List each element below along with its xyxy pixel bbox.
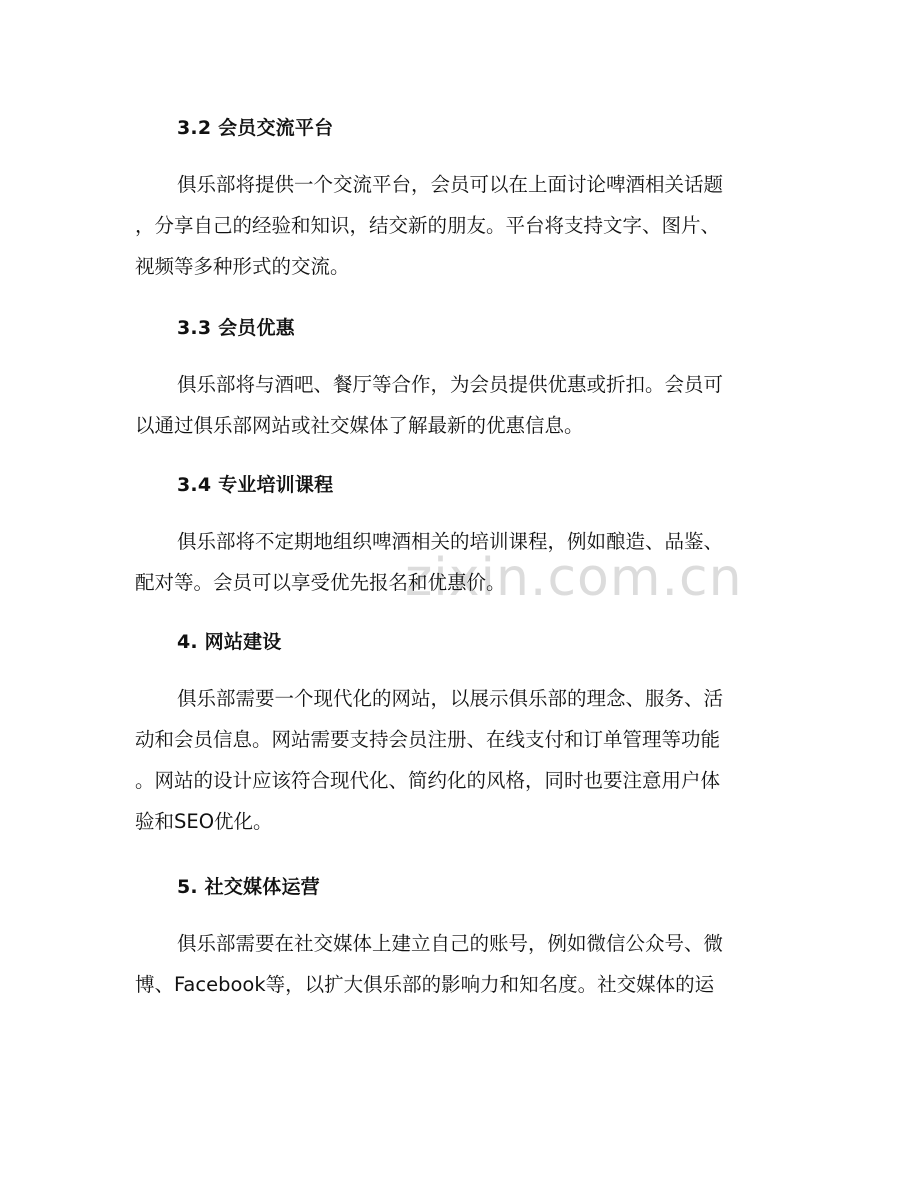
section-heading-3-3: 3.3 会员优惠 (177, 317, 295, 339)
section-heading-3-2: 3.2 会员交流平台 (177, 117, 334, 139)
paragraph-line: 验和SEO优化。 (135, 810, 273, 833)
paragraph-line: 俱乐部将与酒吧、餐厅等合作，为会员提供优惠或折扣。会员可 (177, 373, 724, 396)
paragraph-line: 俱乐部需要一个现代化的网站，以展示俱乐部的理念、服务、活 (177, 687, 724, 710)
section-paragraph-3-2 (135, 164, 775, 287)
paragraph-line: 博、Facebook等，以扩大俱乐部的影响力和知名度。社交媒体的运 (135, 973, 715, 996)
section-heading-3-4: 3.4 专业培训课程 (177, 474, 334, 496)
section-paragraph-3-4 (135, 521, 775, 603)
paragraph-line: 配对等。会员可以享受优先报名和优惠价。 (135, 571, 506, 594)
watermark-text: zixin.com.cn (405, 548, 743, 608)
section-heading-4: 4. 网站建设 (177, 631, 282, 653)
paragraph-line: 视频等多种形式的交流。 (135, 255, 350, 278)
paragraph-line: 俱乐部需要在社交媒体上建立自己的账号，例如微信公众号、微 (177, 932, 724, 955)
section-paragraph-3-3 (135, 364, 775, 446)
paragraph-line: ，分享自己的经验和知识，结交新的朋友。平台将支持文字、图片、 (135, 214, 721, 237)
paragraph-line: 动和会员信息。网站需要支持会员注册、在线支付和订单管理等功能 (135, 728, 721, 751)
paragraph-line: 以通过俱乐部网站或社交媒体了解最新的优惠信息。 (135, 414, 584, 437)
paragraph-line: 俱乐部将提供一个交流平台，会员可以在上面讨论啤酒相关话题 (177, 173, 724, 196)
section-paragraph-5 (135, 923, 775, 1005)
paragraph-line: 。网站的设计应该符合现代化、简约化的风格，同时也要注意用户体 (135, 769, 721, 792)
section-paragraph-4 (135, 678, 775, 842)
paragraph-line: 俱乐部将不定期地组织啤酒相关的培训课程，例如酿造、品鉴、 (177, 530, 724, 553)
section-heading-5: 5. 社交媒体运营 (177, 876, 320, 898)
